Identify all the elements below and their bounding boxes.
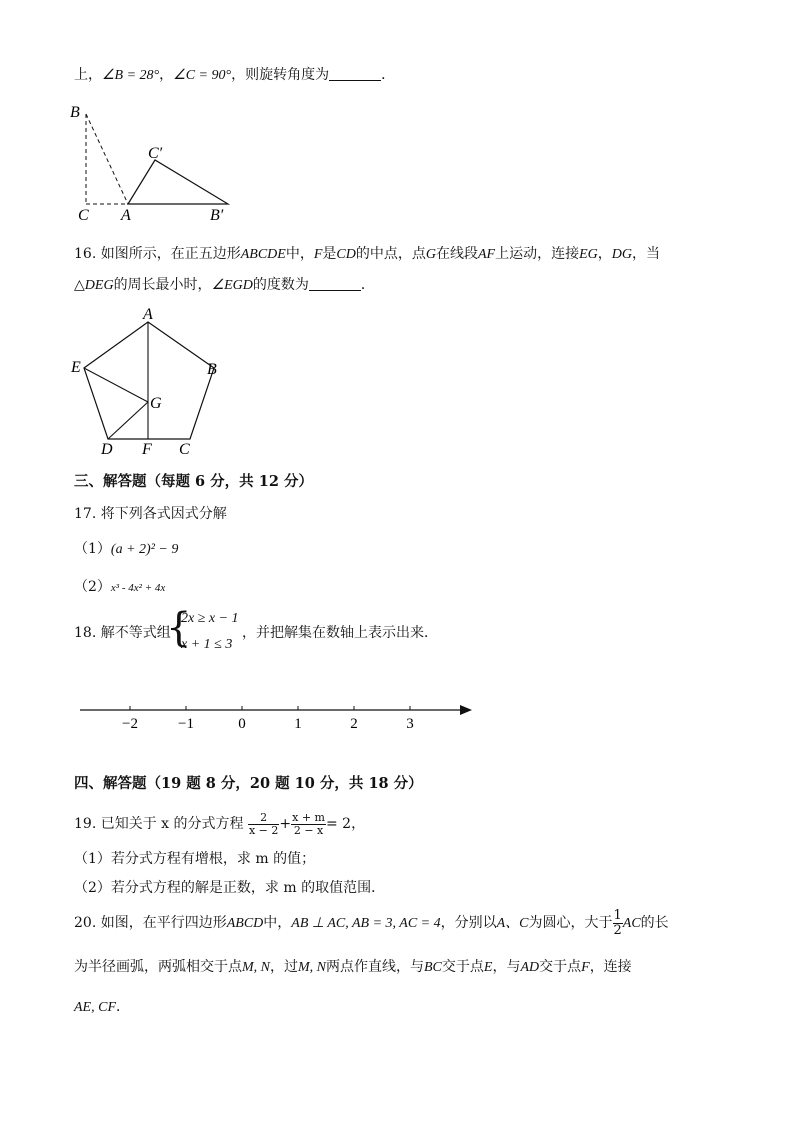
q16-line1: 16. 如图所示，在正五边形ABCDE中，F是CD的中点，点G在线段AF上运动，连接EG，DG，当 [74,246,660,262]
rotation-triangle-figure [64,96,254,231]
q20-line1: 20. 如图，在平行四边形ABCD中，AB ⊥ AC, AB = 3, AC = 4，分别以A、C为圆心，大于 $\frac{1}{2}$ AC的长 [74,907,669,938]
label-G: G [150,395,162,412]
q20-line3: AE, CF． [74,999,130,1015]
fraction-2: $\frac{x + m}{2 - x}$ [292,810,325,837]
angle-b: ∠B = 28° [102,68,160,83]
label-B-prime: B′ [210,207,224,224]
label-E: E [71,359,81,376]
label-C: C [78,207,89,224]
q18-suffix: ，并把解集在数轴上表示出来． [242,625,438,641]
label-A: A [143,306,153,323]
q19-part1: （1）若分式方程有增根，求 m 的值； [74,851,316,867]
axis-tick-label: 2 [350,716,358,732]
label-C: C [179,441,190,458]
q17-part2: （2）x³ - 4x² + 4x [74,579,166,595]
label-F: F [142,441,152,458]
number-line [76,700,476,740]
section-3-title: 三、解答题（每题 6 分，共 12 分） [74,473,313,490]
inequality-1: 2x ≥ x − 1 [181,611,239,626]
q18-prefix: 18. 解不等式组 [74,625,171,641]
axis-tick-label: −2 [122,716,138,732]
q15-text: 上，∠B = 28°，∠C = 90°，则旋转角度为 ． [74,67,396,83]
q20-line2: 为半径画弧，两弧相交于点M, N，过M, N两点作直线，与BC交于点E，与AD交于点F，连接 [74,959,632,975]
axis-tick-label: 1 [294,716,302,732]
angle-c: ∠C = 90° [173,68,232,83]
label-B: B [70,104,80,121]
inequality-2: x + 1 ≤ 3 [181,637,233,652]
q19-equation: 19. 已知关于 x 的分式方程 $\frac{2}{x - 2}$ + $\frac{x + m}{2 - x}$ = 2， [74,810,366,837]
section-4-title: 四、解答题（19 题 8 分，20 题 10 分，共 18 分） [74,775,423,792]
answer-blank-16[interactable] [309,276,361,291]
half-fraction: $\frac{1}{2}$ [613,907,622,938]
q17-title: 17. 将下列各式因式分解 [74,506,227,522]
label-B: B [207,361,217,378]
system-brace: { [166,605,192,651]
label-D: D [101,441,113,458]
q17-part1: （1）(a + 2)² − 9 [74,541,179,557]
pentagon-figure [64,302,234,462]
axis-tick-label: 0 [238,716,246,732]
q16-line2: △DEG的周长最小时，∠EGD的度数为 ． [74,277,375,293]
fraction-1: $\frac{2}{x - 2}$ [248,810,279,837]
answer-blank-15[interactable] [329,66,381,81]
number-line-arrow-icon [460,705,472,715]
axis-tick-label: 3 [406,716,414,732]
axis-tick-label: −1 [178,716,194,732]
label-A: A [121,207,131,224]
label-C-prime: C′ [148,145,163,162]
q19-part2: （2）若分式方程的解是正数，求 m 的取值范围． [74,880,386,896]
